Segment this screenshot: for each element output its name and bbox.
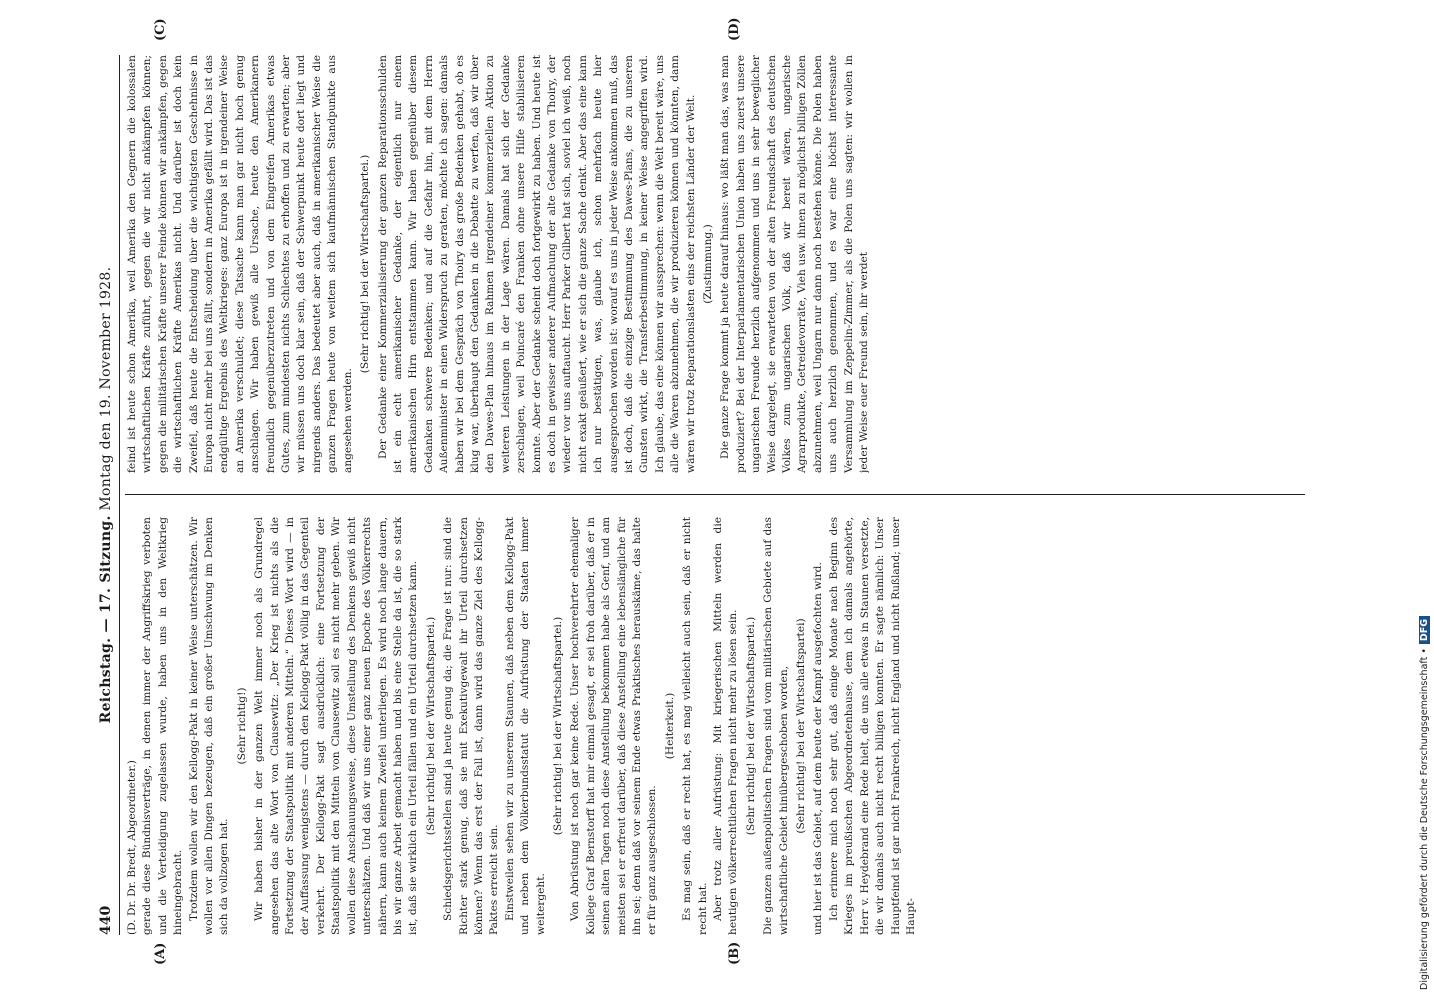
header-rule (119, 55, 120, 935)
paragraph: Von Abrüstung ist noch gar keine Rede. Unser hochverehrter ehemaliger Kollege Graf Bernstorff hat mir einmal gesagt, er sei froh darüber, daß er in seinen alten Tagen noch diese Anstellung bekommen habe als Genf, und am meisten sei er erfreut darüber, daß diese Anstellung eine lebenslängliche für ihn sei; denn daß vor seinem Ende etwas Praktisches herauskäme, das halte er für ganz ausgeschlossen. (569, 517, 659, 935)
paragraph: gerade diese Bündnisverträge, in denen immer der Angriffskrieg verboten und die Verteidigung zugelassen wurde, haben uns in den Weltkrieg hineingebracht. (141, 517, 185, 935)
watermark-text: Digitalisierung gefördert durch die Deutsche Forschungsgemeinschaft • (1419, 648, 1430, 990)
interjection: (Sehr richtig! bei der Wirtschaftspartei.) (359, 154, 372, 374)
rotated-sheet (95, 17, 1335, 965)
dfg-logo: DFG (1419, 616, 1430, 644)
margin-marker-d: (D) (727, 17, 742, 41)
page-number: 440 (98, 905, 114, 935)
margin-marker-c: (C) (153, 18, 168, 41)
interjection: (Heiterkeit.) (663, 692, 676, 760)
paragraph: Einstweilen sehen wir zu unserem Staunen, daß neben dem Kellogg-Pakt und neben dem Völkerbundsstatut die Aufrüstung der Staaten immer weitergeht. (503, 517, 547, 935)
header-right: Montag den 19. November 1928. (98, 266, 114, 511)
paragraph: Trotzdem wollen wir den Kellogg-Pakt in keiner Weise unterschätzen. Wir wollen vor allen Dingen bezeugen, daß ein großer Umschwung im Denken sich da vollzogen hat. (187, 517, 231, 935)
paragraph: feind ist heute schon Amerika, weil Amerika den Gegnern die kolossalen wirtschaftlichen Kräfte zuführt, gegen die wir nicht ankämpfen können; gegen die militärischen Kräfte unserer Feinde können wir ankämpfen, gegen die wirtschaftlichen Kräfte Amerikas nicht. Und darüber ist doch kein Zweifel, daß heute die Entscheidung über die wichtigsten Geschehnisse in Europa nicht mehr bei uns fällt, sondern in Amerika gefällt wird. Das ist das endgültige Ergebnis des Weltkrieges: ganz Europa ist in irgendeiner Weise an Amerika verschuldet; diese Tatsache kann man gar nicht hoch genug anschlagen. Wir haben gewiß alle Ursache, heute den Amerikanern freundlich gegenüberzutreten und von dem Eingreifen Amerikas etwas Gutes, zum mindesten nichts Schlechtes zu erhoffen und zu erwarten; aber wir müssen uns doch klar sein, daß der Schwerpunkt heute dort liegt und nirgends anders. Das bedeutet aber auch, daß in amerikanischer Weise die ganzen Fragen heute von weitem sich kaufmännischen Standpunkte aus angesehen werden. (126, 55, 354, 473)
paragraph: Ich erinnere mich noch sehr gut, daß einige Monate nach Beginn des Krieges im preußischen Abgeordnetenhause, dem ich damals angehörte, Herr v. Heydebrand eine Rede hielt, die uns alle etwas in Staunen versetzte, die wir damals auch nicht recht billigen konnten. Er sagte nämlich: Unser Hauptfeind ist gar nicht Frankreich, nicht England und nicht Rußland; unser Haupt- (827, 517, 917, 935)
paragraph: Aber trotz aller Aufrüstung: Mit kriegerischen Mitteln werden die heutigen völkerrechtlichen Fragen nicht mehr zu lösen sein. (712, 517, 740, 935)
paragraph: Es mag sein, daß er recht hat, es mag vielleicht auch sein, daß er nicht recht hat. (681, 517, 709, 935)
paragraph: Wir haben bisher in der ganzen Welt immer noch als Grundregel angesehen das alte Wort von Clausewitz: „Der Krieg ist nichts als die Fortsetzung der Staatspolitik mit anderen Mitteln.“ Dieses Wort wird — in der Auffassung wenigstens — durch den Kellogg-Pakt völlig in das Gegenteil verkehrt. Der Kellogg-Pakt sagt ausdrücklich: eine Fortsetzung der Staatspolitik mit den Mitteln von Clausewitz soll es nicht mehr geben. Wir wollen diese Anschauungsweise, diese Umstellung des Denkens gewiß nicht unterschätzen. Und daß wir uns einer ganz neuen Epoche des Völkerrechts nähern, kann auch keinem Zweifel unterliegen. Es wird noch lange dauern, bis wir ganze Arbeit gemacht haben und bis eine Stelle da ist, die so stark ist, daß sie wirklich ein Urteil fällen und ein Urteil durchsetzen kann. (253, 517, 420, 935)
right-column (125, 55, 1305, 473)
interjection: (Sehr richtig! bei der Wirtschaftspartei) (795, 618, 808, 834)
margin-marker-b: (B) (727, 941, 742, 965)
paragraph: Schiedsgerichtsstellen sind ja heute genug da; die Frage ist nur: sind die Richter stark genug, daß sie mit Exekutivgewalt ihr Urteil durchsetzen können? Wenn das erst der Fall ist, dann wird das ganze Ziel des Kellogg-Paktes erreicht sein. (442, 517, 501, 935)
header-left: Reichstag. — 17. Sitzung. (98, 515, 114, 724)
column-divider (125, 494, 1305, 495)
interjection: (Sehr richtig!) (235, 687, 248, 765)
interjection: (Sehr richtig! bei der Wirtschaftspartei.) (744, 616, 757, 836)
header-title (99, 55, 114, 935)
running-header (95, 55, 125, 935)
interjection: (Zustimmung.) (702, 224, 715, 304)
paragraph: (D. Dr. Dr. Bredt, Abgeordneter.) (126, 760, 138, 935)
left-column (125, 517, 1305, 935)
paragraph: Die ganze Frage kommt ja heute darauf hinaus: wo läßt man das, was man produziert? Bei der Interparlamentarischen Union haben uns zuerst unsere ungarischen Freunde herzlich aufgenommen und uns in sehr beweglicher Weise dargelegt, sie erwarteten von der alten Freundschaft des deutschen Volkes zum ungarischen Volk, daß wir bereit wären, ungarische Agrarprodukte, Getreidevorräte, Vieh usw. ihnen zu möglichst billigen Zöllen abzunehmen, weil Ungarn nur dann noch bestehen könne. Die Polen haben uns auch herzlich genommen, und es war eine höchst interessante Versammlung im Zeppelin-Zimmer, als die Polen uns sagten: wir wollen in jeder Weise euer Freund sein, ihr werdet (719, 55, 871, 473)
paragraph: Die ganzen außenpolitischen Fragen sind vom militärischen Gebiete auf das wirtschaftliche Gebiet hinübergeschoben worden, (762, 517, 790, 935)
paragraph: und hier ist das Gebiet, auf dem heute der Kampf ausgefochten wird. (812, 562, 825, 935)
interjection: (Sehr richtig! bei der Wirtschaftspartei.) (424, 616, 437, 836)
margin-marker-a: (A) (153, 942, 168, 965)
paragraph: Der Gedanke einer Kommerzialisierung der ganzen Reparationsschulden ist ein echt amerikanischer Gedanke, der eigentlich nur einem amerikanischen Hirn entstammen kann. Wir haben gegenüber diesem Gedanken schwere Bedenken; und auf die Gefahr hin, mit dem Herrn Außenminister in einen Widerspruch zu geraten, möchte ich sagen: damals haben wir bei dem Gespräch von Thoiry das große Bedenken gehabt, ob es klug war, überhaupt den Gedanken in die Debatte zu werfen, daß wir über den Dawes-Plan hinaus im Rahmen irgendeiner kommerziellen Aktion zu weiteren Leistungen in der Lage wären. Damals hat sich der Gedanke zerschlagen, weil Poincaré den Franken ohne unsere Hilfe stabilisieren konnte. Aber der Gedanke scheint doch fortgewirkt zu haben. Und heute ist es doch in gewisser anderer Aufmachung der alte Gedanke von Thoiry, der wieder vor uns auftaucht. Herr Parker Gilbert hat sich, soviel ich weiß, noch nicht exakt geäußert, wie er sich die ganze Sache denkt. Aber das eine kann ich nur bestätigen, was, glaube ich, schon mehrfach heute hier ausgesprochen worden ist: worauf es uns in jeder Weise ankommen muß, das ist doch, daß die einzige Bestimmung des Dawes-Plans, die zu unseren Gunsten wirkt, die Transferbestimmung, in keiner Weise angegriffen wird. Ich glaube, das eine können wir aussprechen: wenn die Welt bereit wäre, uns alle die Waren abzunehmen, die wir produzieren können und könnten, dann wären wir trotz Reparationslasten eins der reichsten Länder der Welt. (376, 55, 697, 473)
digitization-watermark (1419, 10, 1434, 990)
interjection: (Sehr richtig! bei der Wirtschaftspartei.) (551, 616, 564, 836)
